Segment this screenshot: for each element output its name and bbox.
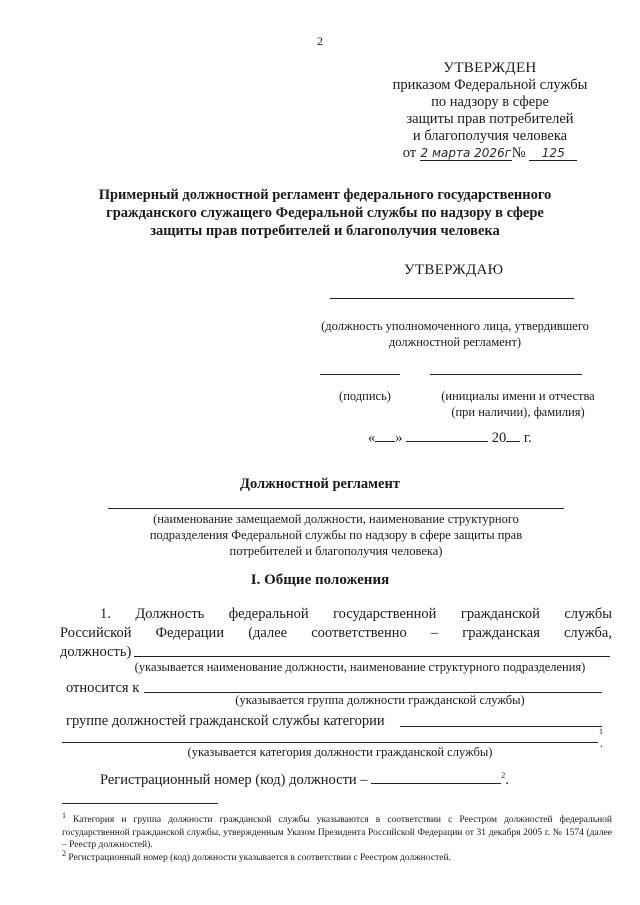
footnote-1-mark: 1 [62, 811, 66, 820]
order-date-handwritten: 2 марта 2026г [420, 146, 512, 160]
signature-caption: (подпись) [339, 389, 391, 403]
paragraph-1-line-3: должность) [60, 644, 132, 660]
regulation-caption: (наименование замещаемой должности, наименование структурного подразделения Федеральной службы по надзору в сфере защиты прав потребителей и благополучия человека) [149, 512, 523, 558]
order-line [370, 145, 610, 162]
regulation-title: Должностной регламент [240, 476, 400, 492]
footnote-ref-2[interactable]: 2 [501, 771, 506, 780]
year-blank [506, 441, 520, 442]
approved-line: приказом Федеральной службы [392, 77, 588, 93]
date-close-quote: » [395, 430, 403, 446]
signature-line [320, 374, 400, 375]
date-year: 20 [491, 430, 507, 446]
day-blank [375, 441, 395, 442]
category-line-1 [400, 726, 602, 727]
approved-line: по надзору в сфере [431, 94, 549, 110]
date-suffix: г. [523, 430, 532, 446]
order-number-handwritten: 125 [529, 146, 577, 161]
position-name-caption: (указывается наименование должности, наименование структурного подразделения) [134, 660, 586, 674]
position-caption: (должность уполномоченного лица, утвердившего должностной регламент) [321, 319, 589, 349]
section-title: I. Общие положения [250, 572, 390, 588]
group-caption: (указывается группа должности гражданской службы) [235, 693, 525, 707]
date-open-quote: « [368, 430, 376, 446]
page-number: 2 [317, 34, 323, 48]
position-name-line [134, 656, 610, 657]
footnote-2 [62, 848, 612, 865]
footnote-separator [62, 803, 218, 804]
approved-line: защиты прав потребителей [406, 111, 574, 127]
footnote-1 [62, 810, 612, 852]
paragraph-1-line-2: Российской Федерации (далее соответственно – гражданская служба, [60, 625, 612, 641]
group-category-text: группе должностей гражданской службы категории [66, 713, 385, 729]
category-line-2 [62, 742, 598, 743]
approve-word: УТВЕРЖДАЮ [404, 262, 504, 278]
approved-block [370, 60, 610, 162]
approved-title: УТВЕРЖДЕН [443, 60, 537, 76]
footnote-2-text: Регистрационный номер (код) должности указывается в соответствии с Реестром должностей. [68, 853, 451, 864]
approval-date [368, 430, 532, 447]
footnote-ref-1[interactable]: 1 [599, 727, 603, 736]
main-title: Примерный должностной регламент федерального государственного гражданского служащего Федеральной службы по надзору в сфере защиты прав потребителей и благополучия человека [98, 187, 552, 239]
period-mark: . [600, 736, 603, 750]
reg-number-text: Регистрационный номер (код) должности – [100, 771, 368, 788]
reg-number-blank [371, 783, 501, 784]
footnote-2-mark: 2 [62, 849, 66, 858]
order-prefix: от [402, 145, 417, 161]
approved-line: и благополучия человека [412, 128, 568, 144]
belongs-to-text: относится к [66, 680, 140, 696]
reg-number-line: Регистрационный номер (код) должности – $^2$. [100, 771, 509, 788]
order-number-label: № [511, 145, 526, 161]
regulation-line [108, 508, 564, 509]
paragraph-1-line-1: 1. Должность федеральной государственной гражданской службы [100, 606, 612, 622]
month-blank [406, 441, 488, 442]
position-line [330, 298, 574, 299]
category-caption: (указывается категория должности гражданской службы) [187, 745, 493, 759]
name-line [430, 374, 582, 375]
footnote-1-text: Категория и группа должности гражданской службы указываются в соответствии с Реестром должностей федеральной государственной гражданской службы, утвержденным Указом Президента Российской Федерации от 31 декабря 2005 г. № 1574 (далее – Реестр должностей). [62, 815, 612, 851]
name-caption: (инициалы имени и отчества (при наличии), фамилия) [441, 389, 595, 419]
